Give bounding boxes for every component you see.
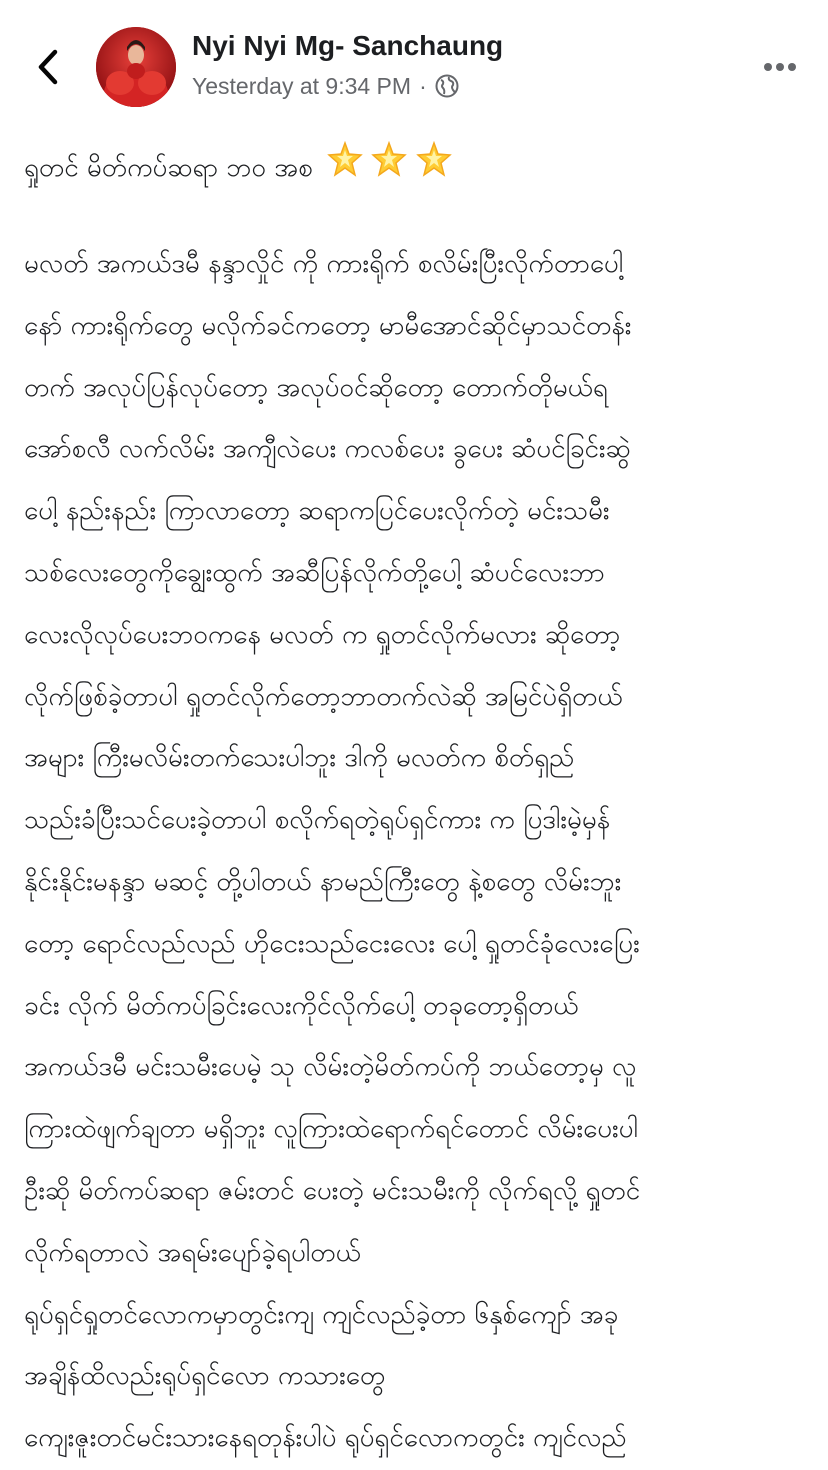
post-text-line: လိုက်ရတာလဲ အရမ်းပျော်ခဲ့ရပါတယ် xyxy=(24,1237,361,1268)
post-text-line: အချိန်ထိလည်းရုပ်ရှင်လော ကသားတွေ xyxy=(24,1361,386,1392)
post-text-line: တော့ ရောင်လည်လည် ဟိုငေးသည်ငေးလေး ပေါ့ ရှုတင်ခုံလေးပြေး xyxy=(24,928,640,959)
post-text-line: ရုပ်ရှင်ရှုတင်လောကမှာတွင်းကျ ကျင်လည်ခဲ့တာ ၆နှစ်ကျော် အခု xyxy=(24,1299,619,1330)
meta-separator: · xyxy=(419,72,427,99)
post-text-line: သစ်လေးတွေကိုချွေးထွက် အဆီပြန်လိုက်တို့ပေါ့ ဆံပင်လေးဘာ xyxy=(24,557,605,588)
post-text-line: အကယ်ဒမီ မင်းသမီးပေမဲ့ သု လိမ်းတဲ့မိတ်ကပ်ကို ဘယ်တော့မှ လူ xyxy=(24,1052,637,1083)
post-text-line: အော်စလီ လက်လိမ်း အကျီလဲပေး ကလစ်ပေး ခွပေး ဆံပင်ခြင်းဆွဲ xyxy=(24,434,631,465)
author-avatar[interactable] xyxy=(96,27,176,107)
post-text-line: ဦးဆို မိတ်ကပ်ဆရာ ဇမ်းတင် ပေးတဲ့ မင်းသမီးကို လိုက်ရလို့ ရှုတင် xyxy=(24,1175,641,1206)
post-body xyxy=(24,234,808,1470)
post-text-line: ကြားထဲဖျက်ချတာ မရှိဘူး လူကြားထဲရောက်ရင်တောင် လိမ်းပေးပါ xyxy=(24,1114,638,1145)
post-text-line: နော် ကားရိုက်တွေ မလိုက်ခင်ကတော့ မာမီအောင်ဆိုင်မှာသင်တန်း xyxy=(24,310,632,341)
post-text-line: တက် အလုပ်ပြန်လုပ်တော့ အလုပ်ဝင်ဆိုတော့ တောက်တိုမယ်ရ xyxy=(24,372,608,403)
post-text-line: အများ ကြီးမလိမ်းတက်သေးပါဘူး ဒါကို မလတ်က စိတ်ရှည် xyxy=(24,743,575,774)
post-title-line xyxy=(24,140,808,196)
star-emoji-group xyxy=(327,141,452,197)
post-header xyxy=(0,0,828,130)
post-text-line: သည်းခံပြီးသင်ပေးခဲ့တာပါ စလိုက်ရတဲ့ရုပ်ရှင်ကား က ပြဒါးမဲ့မှန် xyxy=(24,805,611,836)
more-options-button[interactable] xyxy=(758,50,802,84)
post-text-line: ကျေးဇူးတင်မင်းသားနေရတုန်းပါပဲ ရုပ်ရှင်လောကတွင်း ကျင်လည် xyxy=(24,1423,627,1454)
star-emoji-icon xyxy=(371,141,407,177)
back-button[interactable] xyxy=(28,44,68,90)
post-text-line: ခင်း လိုက် မိတ်ကပ်ခြင်းလေးကိုင်လိုက်ပေါ့ တခုတော့ရှိတယ် xyxy=(24,990,579,1021)
chevron-left-icon xyxy=(36,48,60,86)
post-meta xyxy=(192,70,459,102)
post-text-line: မလတ် အကယ်ဒမီ နန္ဒာလှိုင် ကို ကားရိုက် စလိမ်းပြီးလိုက်တာပေါ့ xyxy=(24,249,624,279)
post-text-line: လိုက်ဖြစ်ခဲ့တာပါ ရှုတင်လိုက်တော့ဘာတက်လဲဆို အမြင်ပဲရှိတယ် xyxy=(24,681,623,712)
post-text-line: လေးလိုလုပ်ပေးဘဝကနေ မလတ် က ရှုတင်လိုက်မလား ဆိုတော့ xyxy=(24,619,621,650)
star-emoji-icon xyxy=(416,141,452,177)
post-text-line: ပေါ့ နည်းနည်း ကြာလာတော့ ဆရာကပြင်ပေးလိုက်တဲ့ မင်းသမီး xyxy=(24,496,610,527)
globe-icon xyxy=(435,74,459,98)
post-text-line: နိုင်းနိုင်းမနန္ဒာ မဆင့် တို့ပါတယ် နာမည်ကြီးတွေ နဲ့စတွေ လိမ်းဘူး xyxy=(24,866,622,897)
avatar-image xyxy=(96,27,176,107)
post-title: ရှုတင် မိတ်ကပ်ဆရာ ဘဝ အစ xyxy=(24,153,313,183)
post-content xyxy=(24,140,808,1454)
more-horizontal-icon xyxy=(763,62,797,72)
author-name[interactable]: Nyi Nyi Mg- Sanchaung xyxy=(192,30,504,61)
post-timestamp[interactable]: Yesterday at 9:34 PM xyxy=(192,72,412,99)
star-emoji-icon xyxy=(327,141,363,177)
